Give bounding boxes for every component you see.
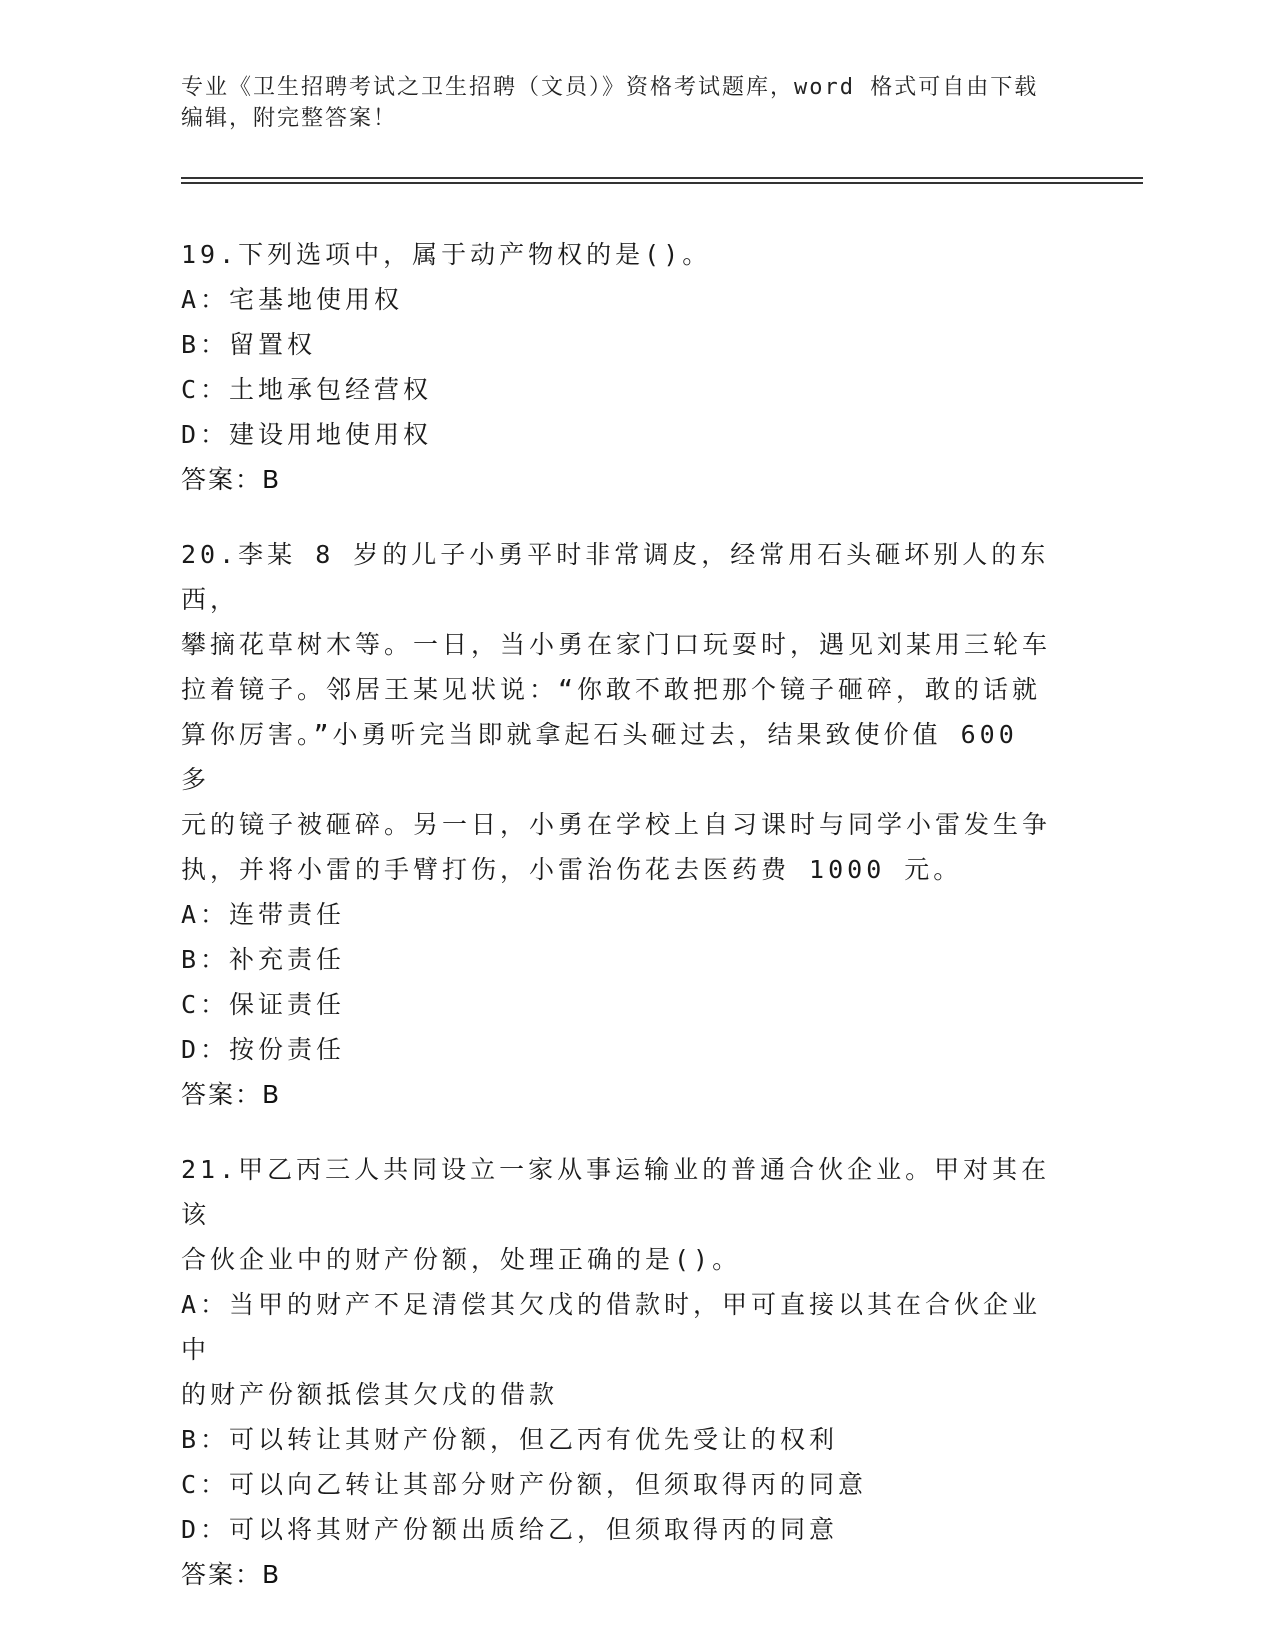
question-20-stem-line-6: 执，并将小雷的手臂打伤，小雷治伤花去医药费 1000 元。	[181, 855, 963, 884]
question-21-option-d: D：可以将其财产份额出质给乙，但须取得丙的同意	[181, 1515, 839, 1544]
question-19-option-c: C：土地承包经营权	[181, 375, 433, 404]
question-20-stem-line-4: 算你厉害。”小勇听完当即就拿起石头砸过去，结果致使价值 600 多	[181, 720, 1018, 794]
question-21-option-c: C：可以向乙转让其部分财产份额，但须取得丙的同意	[181, 1470, 868, 1499]
question-21-option-b: B：可以转让其财产份额，但乙丙有优先受让的权利	[181, 1425, 839, 1454]
question-20-answer: 答案：B	[181, 1080, 282, 1109]
question-19-option-a: A：宅基地使用权	[181, 285, 404, 314]
question-20-stem-line-1: 20.李某 8 岁的儿子小勇平时非常调皮，经常用石头砸坏别人的东西，	[181, 540, 1050, 614]
header-divider-bottom	[181, 182, 1143, 184]
question-20-option-b: B：补充责任	[181, 945, 346, 974]
question-19-answer: 答案：B	[181, 465, 282, 494]
header-line-2: 编辑，附完整答案！	[181, 106, 398, 131]
question-21-option-a-line-2: 的财产份额抵偿其欠戊的借款	[181, 1380, 559, 1409]
question-19-stem: 19.下列选项中，属于动产物权的是()。	[181, 240, 712, 269]
question-21-stem-line-1: 21.甲乙丙三人共同设立一家从事运输业的普通合伙企业。甲对其在该	[181, 1155, 1051, 1229]
document-header	[181, 72, 1061, 134]
question-20-option-a: A：连带责任	[181, 900, 346, 929]
question-20	[181, 532, 1061, 1117]
question-19-option-b: B：留置权	[181, 330, 317, 359]
question-list	[181, 232, 1061, 1627]
header-line-1: 专业《卫生招聘考试之卫生招聘（文员）》资格考试题库，word 格式可自由下载	[181, 75, 1039, 100]
question-21-answer: 答案：B	[181, 1560, 282, 1589]
question-19-option-d: D：建设用地使用权	[181, 420, 433, 449]
question-19	[181, 232, 1061, 502]
header-divider-top	[181, 177, 1143, 179]
question-20-option-c: C：保证责任	[181, 990, 346, 1019]
question-21-option-a-line-1: A：当甲的财产不足清偿其欠戊的借款时，甲可直接以其在合伙企业中	[181, 1290, 1042, 1364]
question-20-stem-line-2: 攀摘花草树木等。一日，当小勇在家门口玩耍时，遇见刘某用三轮车	[181, 630, 1052, 659]
question-20-option-d: D：按份责任	[181, 1035, 346, 1064]
question-21	[181, 1147, 1061, 1597]
question-20-stem-line-5: 元的镜子被砸碎。另一日，小勇在学校上自习课时与同学小雷发生争	[181, 810, 1052, 839]
question-20-stem-line-3: 拉着镜子。邻居王某见状说：“你敢不敢把那个镜子砸碎，敢的话就	[181, 675, 1042, 704]
question-21-stem-line-2: 合伙企业中的财产份额，处理正确的是()。	[181, 1245, 742, 1274]
